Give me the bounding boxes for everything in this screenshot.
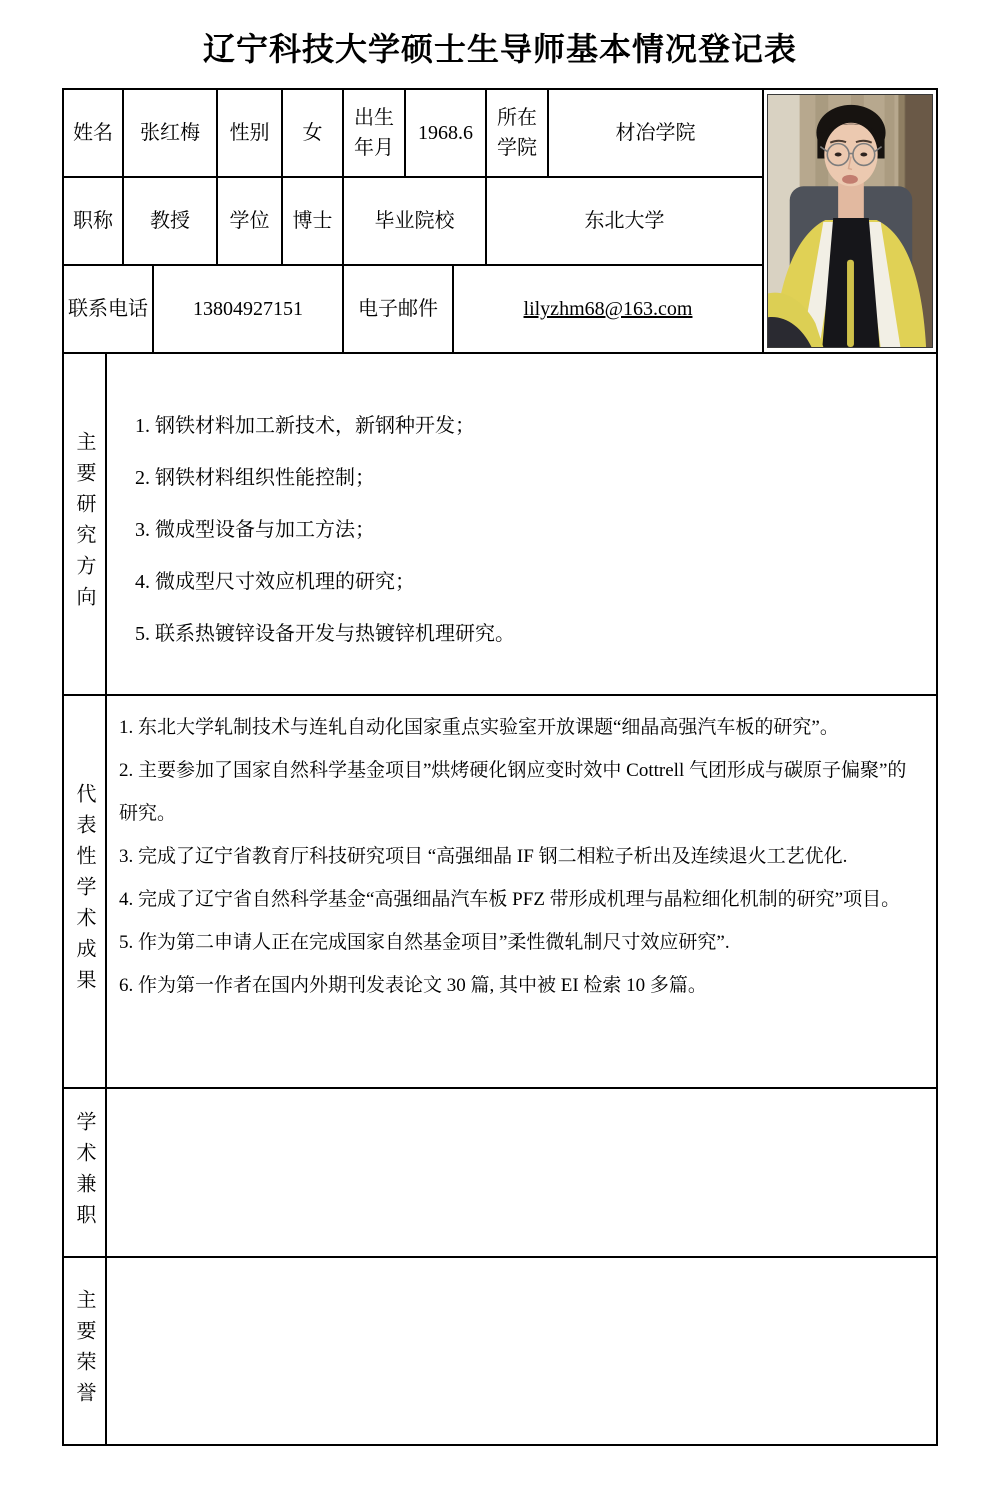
academic-positions-label: 学术兼职	[73, 1110, 95, 1235]
school-label: 毕业院校	[344, 178, 485, 264]
photo-cell	[764, 90, 936, 352]
name-label: 姓名	[64, 90, 122, 176]
degree-value: 博士	[283, 178, 342, 264]
academic-positions-section	[64, 1089, 936, 1256]
research-content	[107, 354, 936, 694]
title-label: 职称	[64, 178, 122, 264]
achievements-content	[107, 696, 936, 1087]
research-item: 1. 钢铁材料加工新技术，新钢种开发；	[135, 415, 475, 437]
achievements-label-cell	[64, 696, 105, 1087]
email-value-cell	[454, 266, 762, 352]
phone-label: 联系电话	[64, 266, 152, 352]
research-item: 5. 联系热镀锌设备开发与热镀锌机理研究。	[135, 623, 515, 645]
page-title: 辽宁科技大学硕士生导师基本情况登记表	[202, 31, 797, 67]
gender-value: 女	[283, 90, 342, 176]
birth-label: 出生年月	[344, 90, 404, 176]
zipper	[847, 260, 854, 347]
college-value: 材冶学院	[549, 90, 762, 176]
research-item: 4. 微成型尺寸效应机理的研究；	[135, 571, 415, 593]
research-item: 3. 微成型设备与加工方法；	[135, 519, 375, 541]
honors-label-cell	[64, 1258, 105, 1444]
birth-value: 1968.6	[406, 90, 485, 176]
achievement-item: 1. 东北大学轧制技术与连轧自动化国家重点实验室开放课题“细晶高强汽车板的研究”。	[119, 717, 839, 738]
achievement-item: 6. 作为第一作者在国内外期刊发表论文 30 篇, 其中被 EI 检索 10 多篇。	[119, 975, 707, 996]
eye-left	[835, 153, 842, 157]
supervisor-photo	[767, 94, 933, 348]
title-value: 教授	[124, 178, 216, 264]
achievement-item: 2. 主要参加了国家自然科学基金项目”烘烤硬化钢应变时效中 Cottrell 气团形成与碳原子偏聚”的研究。	[119, 760, 907, 824]
phone-value: 13804927151	[154, 266, 342, 352]
research-item: 2. 钢铁材料组织性能控制；	[135, 467, 375, 489]
gender-label: 性别	[218, 90, 281, 176]
academic-positions-content	[107, 1089, 936, 1256]
mouth	[842, 175, 858, 184]
honors-content	[107, 1258, 936, 1444]
research-section	[64, 354, 936, 694]
school-value: 东北大学	[487, 178, 762, 264]
registration-form-table	[62, 88, 938, 1446]
achievement-item: 4. 完成了辽宁省自然科学基金“高强细晶汽车板 PFZ 带形成机理与晶粒细化机制的研究”项目。	[119, 889, 901, 910]
achievements-label: 代表性学术成果	[73, 783, 95, 1000]
degree-label: 学位	[218, 178, 281, 264]
basic-info-grid	[64, 90, 936, 352]
name-value: 张红梅	[124, 90, 216, 176]
honors-section	[64, 1258, 936, 1444]
college-label: 所在学院	[487, 90, 547, 176]
portrait-illustration	[768, 95, 932, 347]
eye-right	[860, 153, 867, 157]
research-label: 主要研究方向	[73, 431, 95, 617]
achievement-item: 5. 作为第二申请人正在完成国家自然基金项目”柔性微轧制尺寸效应研究”.	[119, 932, 730, 953]
achievement-item: 3. 完成了辽宁省教育厅科技研究项目 “高强细晶 IF 钢二相粒子析出及连续退火工艺优化.	[119, 846, 848, 867]
academic-positions-label-cell	[64, 1089, 105, 1256]
research-label-cell	[64, 354, 105, 694]
email-label: 电子邮件	[344, 266, 452, 352]
achievements-section	[64, 696, 936, 1087]
honors-label: 主要荣誉	[73, 1289, 95, 1413]
email-link[interactable]: lilyzhm68@163.com	[523, 298, 693, 320]
